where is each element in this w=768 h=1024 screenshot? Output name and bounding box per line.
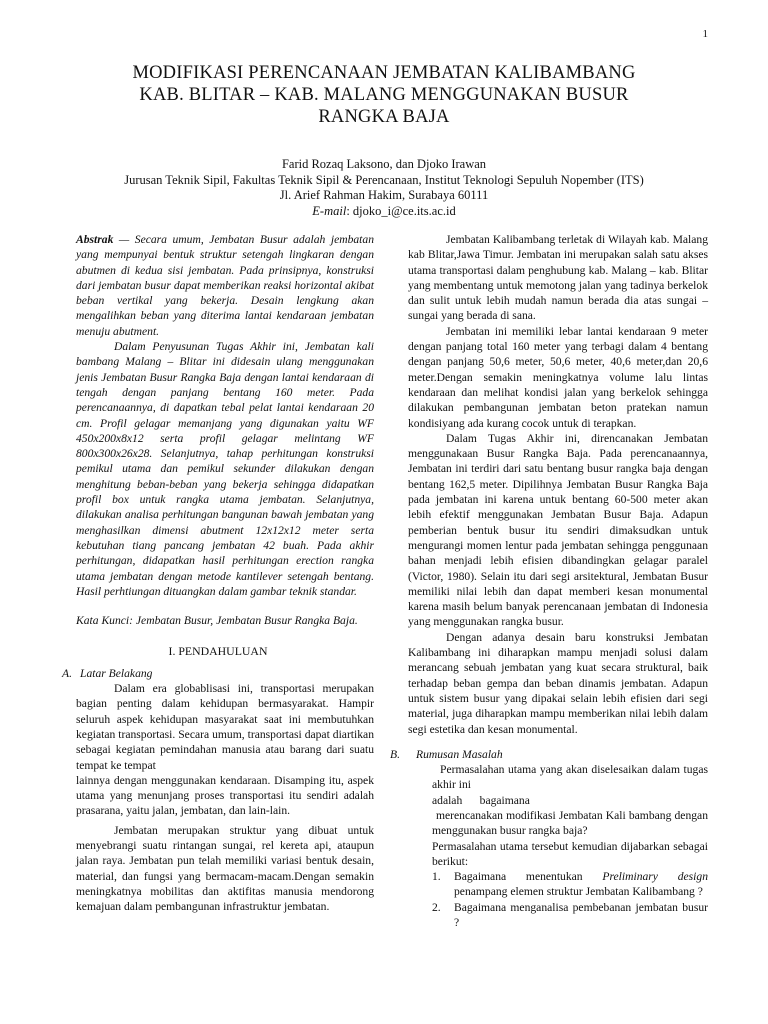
- list-item-emphasis: Preliminary design: [602, 870, 708, 884]
- left-column: [62, 232, 374, 914]
- list-item-number: 2.: [432, 900, 441, 914]
- abstract-dash: —: [113, 233, 135, 246]
- author-email-line: [40, 204, 728, 220]
- title-line-3: RANGKA BAJA: [318, 107, 450, 127]
- author-names: Farid Rozaq Laksono, dan Djoko Irawan: [281, 157, 487, 171]
- right-column: [390, 232, 708, 930]
- latar-belakang-paragraph-1b: lainnya dengan menggunakan kendaraan. Disamping itu, aspek utama yang menunjang proses transportasi itu sendiri adalah prasarana, yaitu jalan, jembatan, dan lain-lain.: [76, 773, 374, 818]
- list-item: [432, 869, 708, 900]
- rumusan-paragraph-1c: merencanakan modifikasi Jembatan Kali bambang dengan menggunakan busur rangka baja?: [432, 808, 708, 838]
- subsection-heading-latar-belakang: [62, 666, 374, 681]
- author-email: : djoko_i@ce.its.ac.id: [346, 203, 456, 218]
- subsection-heading-rumusan-masalah: [390, 747, 708, 762]
- right-paragraph-4: Dengan adanya desain baru konstruksi Jembatan Kalibambang ini diharapkan mampu menjadi solusi dalam merancang sebuah jembatan yang kuat secara struktural, baik terhadap beban gempa dan beban dinamis jembatan. Adapun untuk sistem busur yang dipakai selain lebih efisien dari segi material, juga diharapkan mampu memberikan nilai lebih dalam segi estetika dan kesan monumental.: [408, 630, 708, 736]
- title-line-1: MODIFIKASI PERENCANAAN JEMBATAN KALIBAMBANG: [132, 63, 636, 83]
- rumusan-paragraph-1b: adalah bagaimana: [432, 793, 530, 807]
- list-item-text: Bagaimana menganalisa pembebanan jembatan busur ?: [454, 900, 708, 930]
- abstract-paragraph-1: [76, 232, 374, 339]
- subsection-letter-b: B.: [390, 747, 400, 761]
- author-address: Jl. Arief Rahman Hakim, Surabaya 60111: [279, 188, 489, 202]
- abstract-label: Abstrak: [76, 233, 114, 246]
- latar-belakang-paragraph-2: Jembatan merupakan struktur yang dibuat untuk menyebrangi suatu rintangan sungai, rel kereta api, ataupun jalan raya. Jembatan pun telah memiliki variasi bentuk desain, material, dan fungsi yang bermacam-macam.Dengan semakin meningkatnya mobilitas dan aktifitas manusia mendorong kemajuan dalam pembangunan infrastruktur jembatan.: [76, 823, 374, 914]
- keywords: Kata Kunci: Jembatan Busur, Jembatan Busur Rangka Baja.: [76, 614, 358, 628]
- email-label: E-mail: [312, 203, 347, 218]
- list-item: [432, 900, 708, 931]
- abstract-paragraph-2: Dalam Penyusunan Tugas Akhir ini, Jembatan kali bambang Malang – Blitar ini didesain ulang menggunakan jenis Jembatan Busur Rangka Baja dengan lantai kendaraan di tengah dengan panjang bentang 160 meter. Pada perencanaannya, di dapatkan tebal pelat lantai kendaraan 20 cm. Profil gelagar memanjang yang digunakan yaitu WF 450x200x8x12 serta profil gelagar melintang WF 800x300x26x28. Selanjutnya, tahap perhitungan konstruksi pemikul utama dan pemikul sekunder dilakukan dengan menghitung beban-beban yang bekerja sehingga didapatkan profil box untuk rangka utama jembatan. Selanjutnya, dilakukan analisa perhitungan bangunan bawah jembatan yang menghasilkan dimensi abutment 12x12x12 meter serta kebutuhan tiang pancang jembatan 42 buah. Pada akhir perhitungan, didapatkan hasil perhitungan erection rangka utama jembatan dengan metode kantilever setengah bentang. Hasil perhtiungan dituangkan dalam gambar teknik standar.: [76, 340, 374, 598]
- latar-belakang-body: [62, 681, 374, 914]
- page-number: 1: [702, 28, 708, 40]
- list-item-number: 1.: [432, 870, 441, 884]
- list-item-text-post: penampang elemen struktur Jembatan Kalibambang ?: [454, 885, 703, 899]
- subsection-letter-a: A.: [62, 666, 72, 680]
- right-paragraph-1: Jembatan Kalibambang terletak di Wilayah kab. Malang kab Blitar,Jawa Timur. Jembatan ini merupakan salah satu akses utama transportasi dalam penghubung kab. Malang – kab. Blitar yang membentang untuk memotong jalan yang tadinya berkelok dan sulit untuk lebih mudah namun berada dia atas sungai – sungai yang berada di sana.: [408, 233, 708, 323]
- title-line-2: KAB. BLITAR – KAB. MALANG MENGGUNAKAN BUSUR: [139, 85, 629, 105]
- rumusan-masalah-body: [390, 762, 708, 930]
- right-paragraph-3: Dalam Tugas Akhir ini, direncanakan Jembatan menggunakaan Busur Rangka Baja. Pada perencanaannya, Jembatan ini terdiri dari satu bentang busur rangka baja dengan bentang 162,5 meter. Dipilihnya Jembatan Busur Rangka Baja pada jembatan ini karena untuk bentang 60-500 meter akan lebih efektif menggunakan Jembatan Busur Baja. Adapun pemberian bentuk busur itu sendiri dimaksudkan untuk mengurangi momen lentur pada jembatan sehingga penggunaan bahan menjadi lebih efisien dibandingkan gelagar paralel (Victor, 1980). Selain itu dari segi arsitektural, Jembatan Busur memiliki nilai lebih dan dapat memberi kesan monumental karena masih belum banyak perencanaan jembatan di Indonesia yang menggunakan rangka busur.: [408, 431, 708, 629]
- author-block: [40, 157, 728, 219]
- paper-title: [60, 62, 708, 128]
- rumusan-paragraph-2: Permasalahan utama tersebut kemudian dijabarkan sebagai berikut:: [432, 839, 708, 868]
- latar-belakang-paragraph-1: Dalam era globablisasi ini, transportasi merupakan bagian penting dalam kehidupan bermasyarakat. Hampir seluruh aspek kehidupan masyarakat saat ini membutuhkan kegiatan transportasi. Secara umum, transportasi dapat diartikan sebagai kegiatan pemindahan manusia atau barang dari suatu tempat ke tempat: [76, 682, 374, 772]
- abstract: [62, 232, 374, 599]
- author-affiliation: Jurusan Teknik Sipil, Fakultas Teknik Sipil & Perencanaan, Institut Teknologi Sepuluh Nopember (ITS): [124, 172, 644, 187]
- rumusan-list: [432, 869, 708, 930]
- rumusan-paragraph-1: Permasalahan utama yang akan diselesaikan dalam tugas akhir ini: [432, 763, 708, 792]
- subsection-title-b: Rumusan Masalah: [416, 747, 503, 761]
- subsection-title-a: Latar Belakang: [80, 666, 153, 680]
- right-paragraph-2: Jembatan ini memiliki lebar lantai kendaraan 9 meter dengan panjang total 160 meter yang terbagi dalam 4 bentang dengan panjang 50,6 meter, 50,6 meter, 40,6 meter,dan 20,6 meter.Dengan semakin meningkatnya volume lalu lintas kendaraan dan melihat kondisi jalan yang berkelok sehingga dilakukan pembangunan jembatan beton pratekan namun kondisiyang ada kurang cocok untuk di terapkan.: [408, 324, 708, 430]
- section-heading-pendahuluan: I. PENDAHULUAN: [168, 644, 268, 659]
- list-item-text: Bagaimana menentukan: [454, 870, 603, 884]
- abstract-text-1: Secara umum, Jembatan Busur adalah jembatan yang mempunyai bentuk struktur setengah lingkaran dengan abutmen di kedua sisi jembatan. Pada prinsipnya, konstruksi dari jembatan busur dapat memberikan reaksi horizontal akibat beban vertikal yang bekerja. Desain lengkung akan mengalihkan beban yang diterima lantai kendaraan jembatan menuju abutment.: [76, 233, 374, 338]
- right-intro: [390, 232, 708, 737]
